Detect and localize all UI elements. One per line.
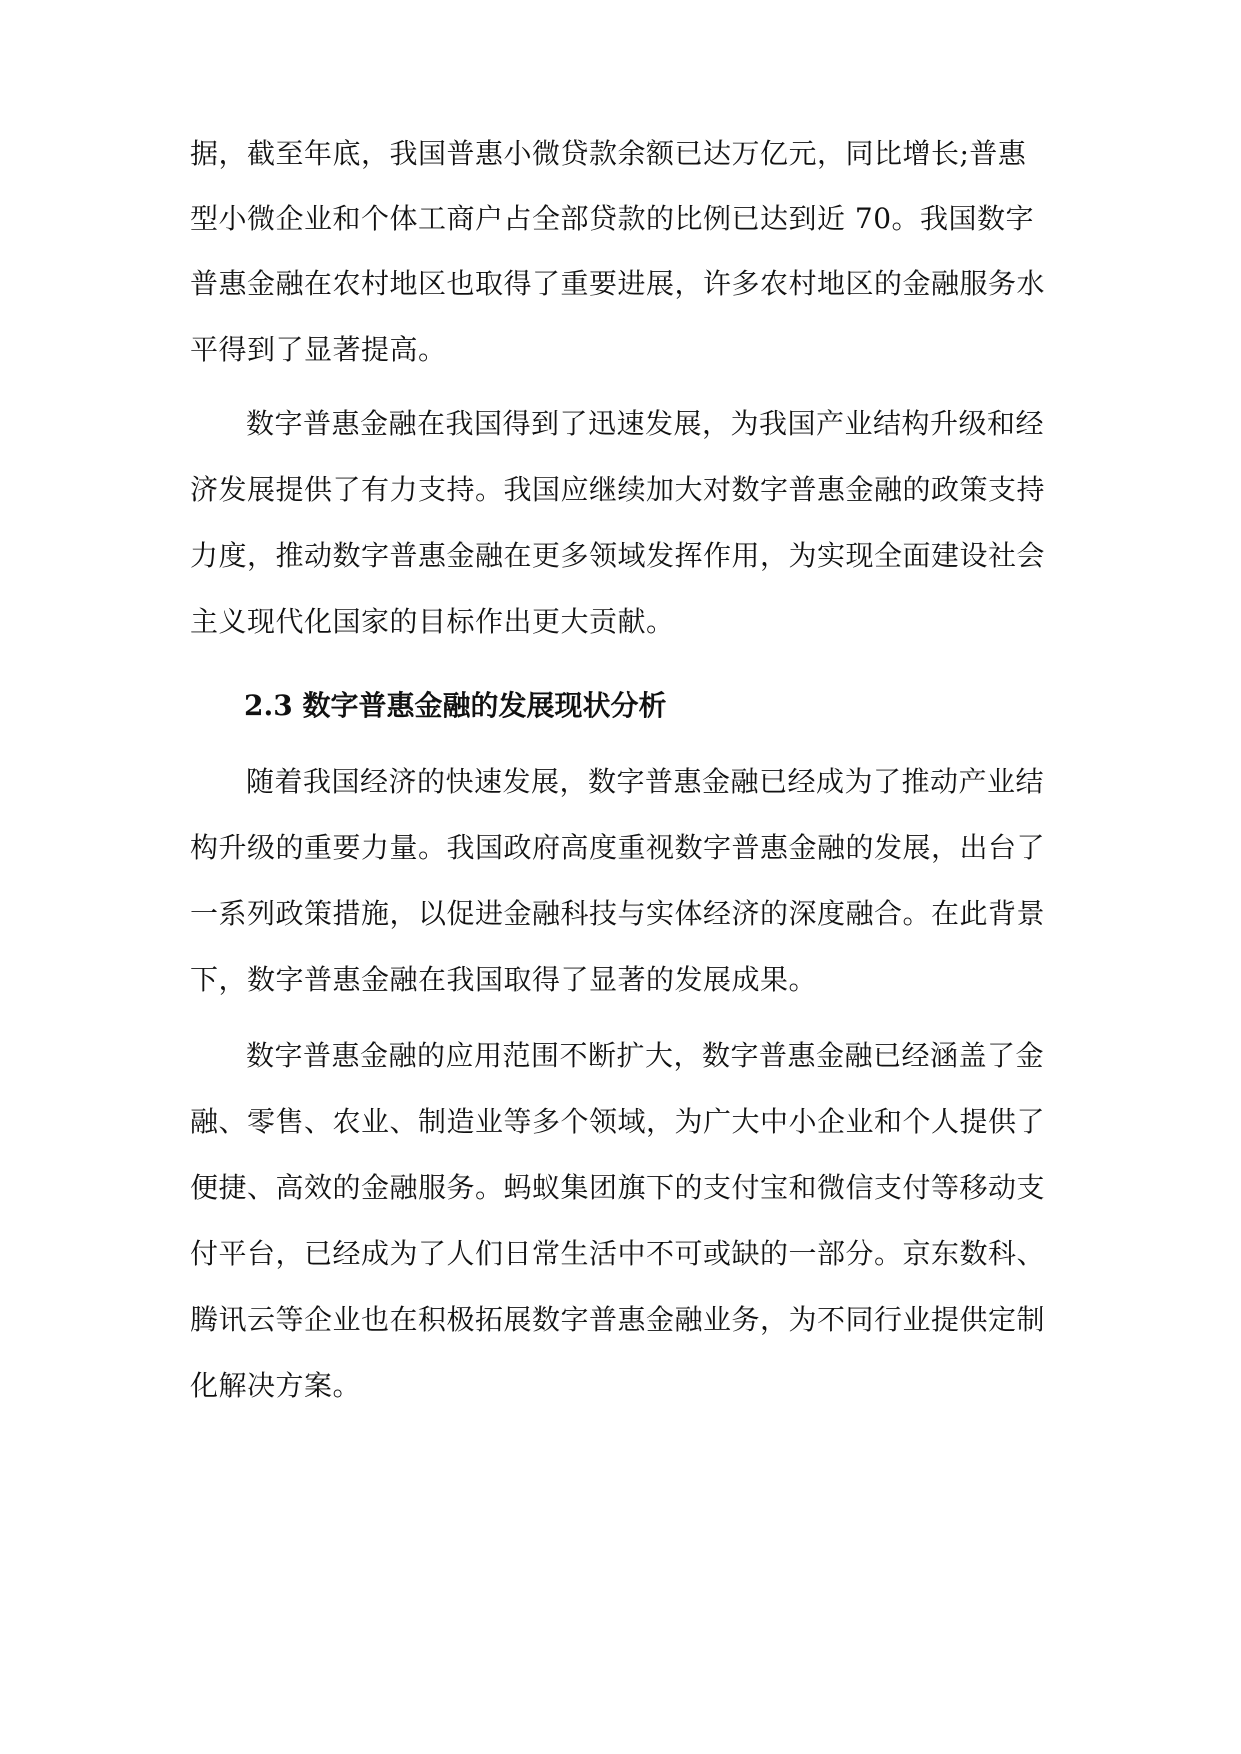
section-paragraph-2-line-1: 数字普惠金融的应用范围不断扩大，数字普惠金融已经涵盖了金 [246,1039,1045,1072]
paragraph-2-line-3: 力度，推动数字普惠金融在更多领域发挥作用，为实现全面建设社会 [190,539,1046,572]
paragraph-2-line-2: 济发展提供了有力支持。我国应继续加大对数字普惠金融的政策支持 [190,473,1046,506]
section-paragraph-1-line-4: 下，数字普惠金融在我国取得了显著的发展成果。 [190,963,818,996]
section-paragraph-2-line-4: 付平台，已经成为了人们日常生活中不可或缺的一部分。京东数科、 [190,1237,1046,1270]
paragraph-1-line-4: 平得到了显著提高。 [190,333,447,366]
section-paragraph-1-line-1: 随着我国经济的快速发展，数字普惠金融已经成为了推动产业结 [246,765,1045,798]
section-paragraph-2-line-5: 腾讯云等企业也在积极拓展数字普惠金融业务，为不同行业提供定制 [190,1303,1046,1336]
paragraph-2-line-1: 数字普惠金融在我国得到了迅速发展，为我国产业结构升级和经 [246,407,1045,440]
section-paragraph-1-line-3: 一系列政策措施，以促进金融科技与实体经济的深度融合。在此背景 [190,897,1046,930]
section-paragraph-2-line-3: 便捷、高效的金融服务。蚂蚁集团旗下的支付宝和微信支付等移动支 [190,1171,1046,1204]
section-heading: 2.3 数字普惠金融的发展现状分析 [244,689,667,722]
section-paragraph-2-line-2: 融、零售、农业、制造业等多个领域，为广大中小企业和个人提供了 [190,1105,1046,1138]
section-paragraph-2-line-6: 化解决方案。 [190,1369,362,1402]
section-paragraph-1-line-2: 构升级的重要力量。我国政府高度重视数字普惠金融的发展，出台了 [190,831,1046,864]
paragraph-1-line-2: 型小微企业和个体工商户占全部贷款的比例已达到近 70。我国数字 [190,202,1035,235]
paragraph-2-line-4: 主义现代化国家的目标作出更大贡献。 [190,605,675,638]
paragraph-1-line-1: 据，截至年底，我国普惠小微贷款余额已达万亿元，同比增长;普惠 [190,137,1027,170]
paragraph-1-line-3: 普惠金融在农村地区也取得了重要进展，许多农村地区的金融服务水 [190,267,1046,300]
